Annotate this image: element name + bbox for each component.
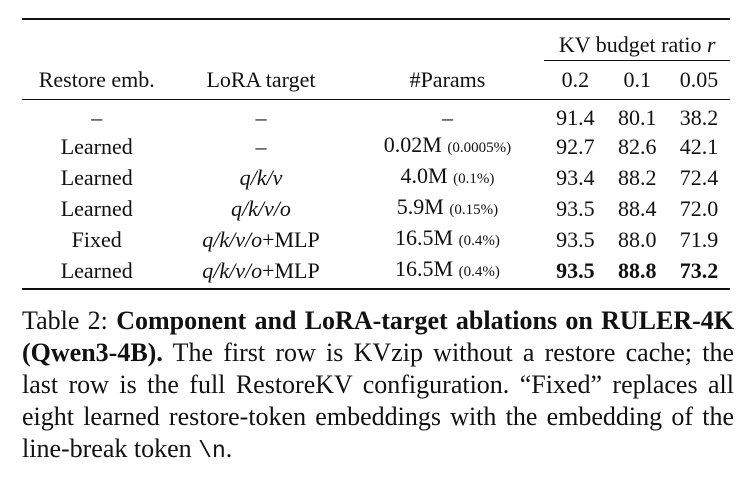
cell-ratio-0-1: 88.2	[617, 165, 657, 190]
params-percent: (0.4%)	[458, 264, 500, 280]
table-row	[22, 255, 730, 289]
params-value: 16.5M	[395, 256, 454, 281]
params-value: 16.5M	[395, 225, 454, 250]
params-percent: (0.4%)	[458, 233, 500, 249]
kv-budget-symbol: r	[706, 32, 716, 57]
cell-ratio-0-05: 42.1	[679, 134, 719, 159]
cell-ratio-0-05: 38.2	[679, 105, 719, 130]
table-row	[22, 162, 730, 193]
cell-lora-target	[171, 224, 350, 255]
cell-ratio-0-2: 93.5	[556, 196, 595, 221]
table-row	[22, 100, 730, 132]
cell-ratio-0-2: 93.4	[556, 165, 595, 190]
cell-restore-emb: Fixed	[71, 227, 122, 252]
cell-ratio-0-05: 73.2	[668, 255, 730, 289]
cell-params	[350, 224, 544, 255]
lora-suffix: +MLP	[262, 258, 320, 283]
caption-body: The first row is KVzip without a restore cache; the last row is the full RestoreKV configuration. “Fixed” replaces all eight learned restore-token embeddings with the embedding of the line-break token	[22, 338, 735, 463]
group-header-row	[22, 19, 730, 61]
header-restore-emb: Restore emb.	[22, 61, 171, 100]
table-row	[22, 193, 730, 224]
cell-ratio-0-2: 93.5	[556, 227, 595, 252]
ablation-table	[22, 18, 730, 290]
table-row	[22, 131, 730, 162]
cell-restore-emb: –	[91, 105, 103, 130]
cell-restore-emb: Learned	[60, 134, 133, 159]
table-row	[22, 224, 730, 255]
cell-ratio-0-2: 93.5	[544, 255, 606, 289]
cell-lora-target: –	[255, 134, 267, 159]
caption-end: .	[225, 434, 233, 463]
cell-ratio-0-05: 72.4	[679, 165, 719, 190]
caption-code: \n	[198, 438, 226, 464]
column-header-row	[22, 61, 730, 100]
cell-params	[350, 193, 544, 224]
params-percent: (0.1%)	[453, 171, 495, 187]
caption-label: Table 2:	[22, 306, 108, 335]
cell-params	[350, 131, 544, 162]
cell-restore-emb: Learned	[60, 196, 133, 221]
cell-ratio-0-05: 71.9	[679, 227, 719, 252]
params-value: 4.0M	[400, 163, 448, 188]
cell-ratio-0-1: 88.8	[606, 255, 668, 289]
params-percent: (0.0005%)	[447, 140, 512, 156]
cell-params	[350, 162, 544, 193]
cell-lora-target	[171, 255, 350, 289]
cell-ratio-0-1: 88.0	[617, 227, 657, 252]
header-ratio-0-05: 0.05	[668, 61, 730, 100]
cell-lora-target: q/k/v	[239, 165, 283, 190]
kv-budget-label: KV budget ratio	[558, 32, 702, 57]
params-value: 5.9M	[396, 194, 444, 219]
cell-ratio-0-1: 88.4	[617, 196, 657, 221]
table-caption	[22, 305, 734, 467]
caption-title: Component and LoRA-target ablations on RULER-4K (Qwen3-4B).	[22, 306, 735, 367]
cell-restore-emb: Learned	[60, 165, 133, 190]
header-params: #Params	[350, 61, 544, 100]
lora-suffix: +MLP	[262, 227, 320, 252]
cell-restore-emb: Learned	[22, 255, 171, 289]
lora-modules: q/k/v/o	[202, 227, 263, 252]
ablation-table-container	[22, 18, 730, 290]
cell-ratio-0-2: 91.4	[556, 105, 595, 130]
kv-budget-header	[544, 19, 730, 61]
cell-ratio-0-1: 82.6	[617, 134, 657, 159]
cell-ratio-0-05: 72.0	[679, 196, 719, 221]
lora-modules: q/k/v/o	[202, 258, 263, 283]
params-value: 0.02M	[383, 132, 442, 157]
params-percent: (0.15%)	[449, 202, 499, 218]
cell-ratio-0-2: 92.7	[556, 134, 595, 159]
header-ratio-0-1: 0.1	[606, 61, 668, 100]
header-ratio-0-2: 0.2	[544, 61, 606, 100]
cell-params: –	[441, 105, 453, 130]
cell-ratio-0-1: 80.1	[617, 105, 657, 130]
cell-params	[350, 255, 544, 289]
cell-lora-target: q/k/v/o	[231, 196, 291, 221]
header-lora-target: LoRA target	[171, 61, 350, 100]
cell-lora-target: –	[255, 105, 267, 130]
